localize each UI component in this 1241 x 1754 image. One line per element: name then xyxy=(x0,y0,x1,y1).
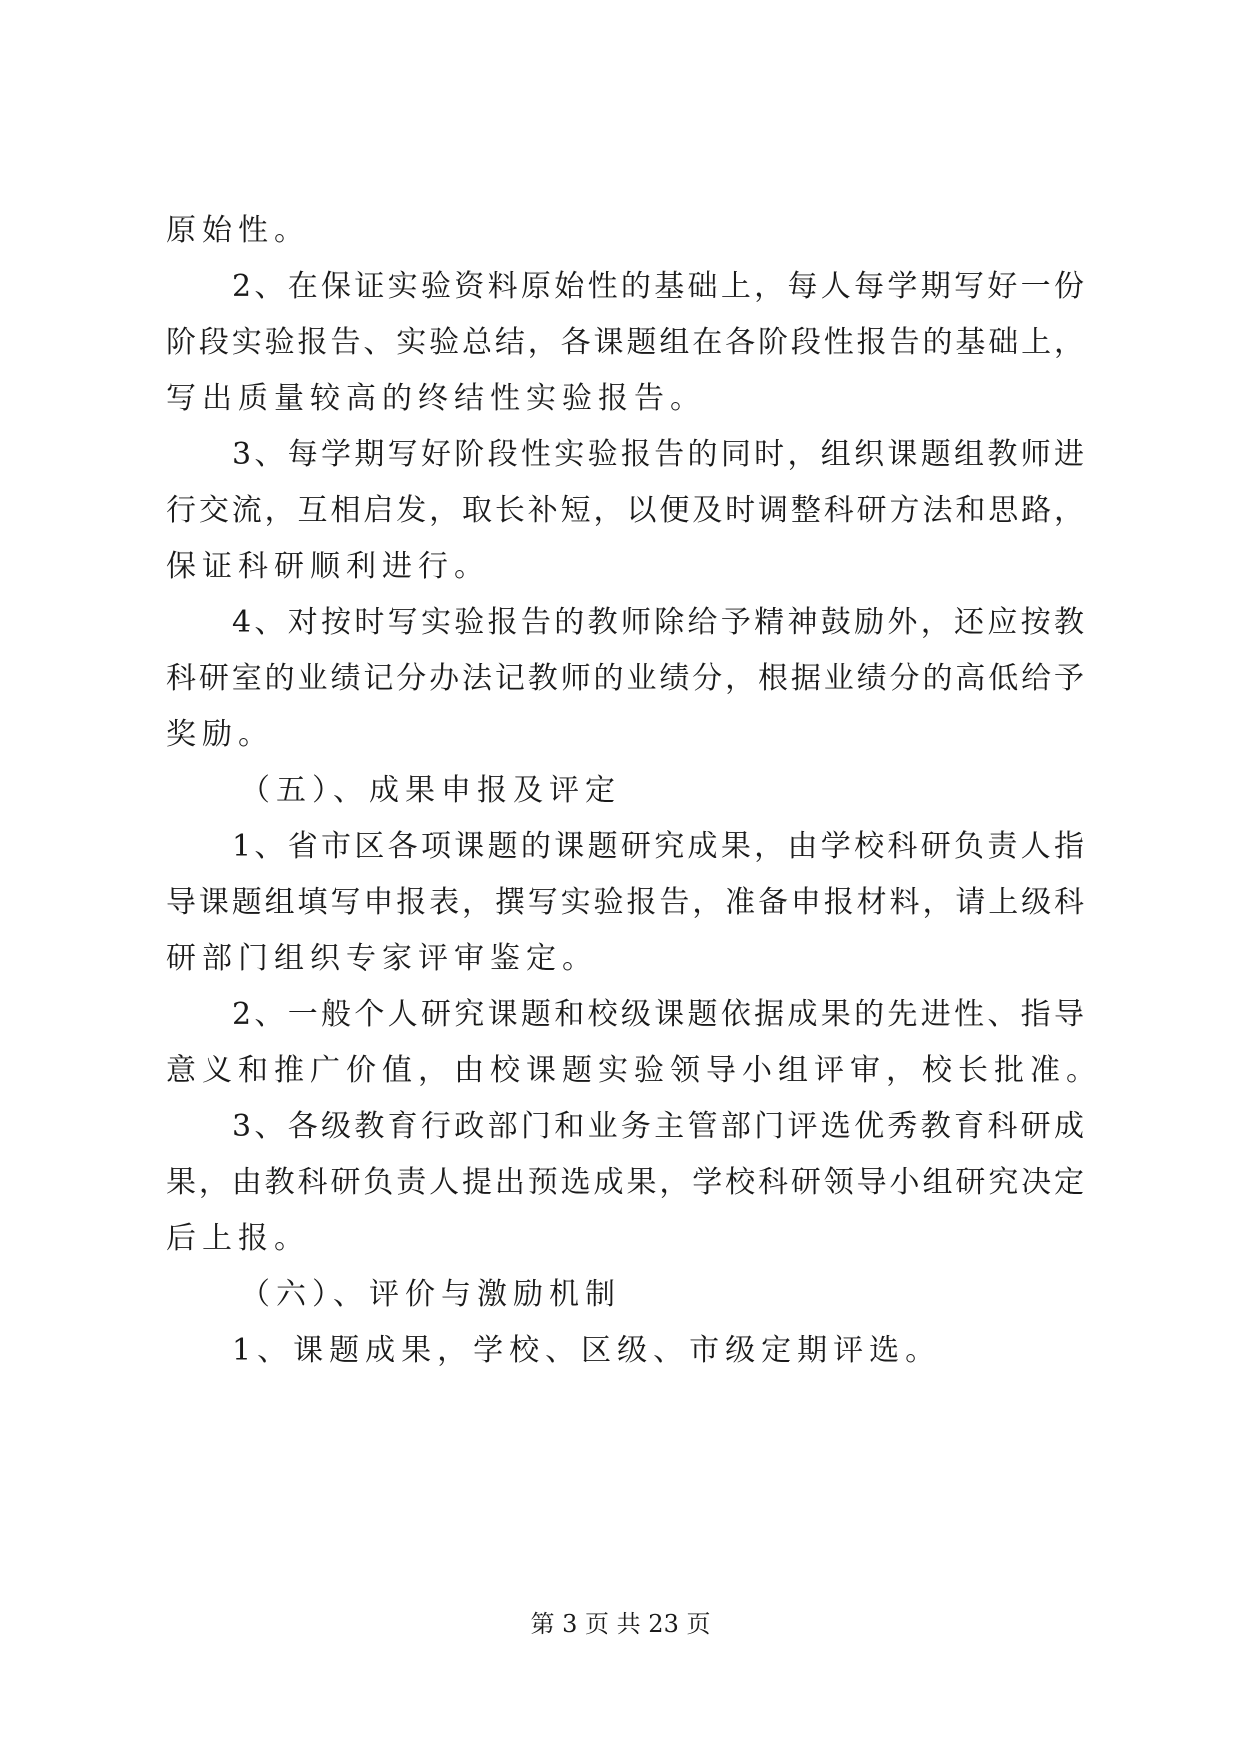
text-line: 研部门组织专家评审鉴定。 xyxy=(166,941,598,976)
text-line: 2、在保证实验资料原始性的基础上，每人每学期写好一份 xyxy=(232,269,1084,304)
text-line: 4、对按时写实验报告的教师除给予精神鼓励外，还应按教 xyxy=(232,605,1084,640)
text-line: 果，由教科研负责人提出预选成果，学校科研领导小组研究决定 xyxy=(166,1165,1084,1200)
text-line: 3、各级教育行政部门和业务主管部门评选优秀教育科研成 xyxy=(232,1109,1084,1144)
text-line: 原始性。 xyxy=(166,213,310,248)
text-line: 意义和推广价值，由校课题实验领导小组评审，校长批准。 xyxy=(166,1053,1102,1088)
text-line: 阶段实验报告、实验总结，各课题组在各阶段性报告的基础上， xyxy=(166,325,1084,360)
section-heading: （六）、评价与激励机制 xyxy=(240,1277,621,1312)
page-number-footer: 第 3 页 共 23 页 xyxy=(530,1610,711,1638)
text-line: 1、课题成果，学校、区级、市级定期评选。 xyxy=(232,1333,942,1368)
text-line: 科研室的业绩记分办法记教师的业绩分，根据业绩分的高低给予 xyxy=(166,661,1084,696)
text-line: 行交流，互相启发，取长补短，以便及时调整科研方法和思路， xyxy=(166,493,1084,528)
text-line: 导课题组填写申报表，撰写实验报告，准备申报材料，请上级科 xyxy=(166,885,1084,920)
text-line: 2、一般个人研究课题和校级课题依据成果的先进性、指导 xyxy=(232,997,1084,1032)
text-line: 奖励。 xyxy=(166,717,274,752)
text-line: 1、省市区各项课题的课题研究成果，由学校科研负责人指 xyxy=(232,829,1084,864)
text-line: 3、每学期写好阶段性实验报告的同时，组织课题组教师进 xyxy=(232,437,1084,472)
text-line: 后上报。 xyxy=(166,1221,310,1256)
text-line: 保证科研顺利进行。 xyxy=(166,549,490,584)
section-heading: （五）、成果申报及评定 xyxy=(240,773,621,808)
text-line: 写出质量较高的终结性实验报告。 xyxy=(166,381,706,416)
